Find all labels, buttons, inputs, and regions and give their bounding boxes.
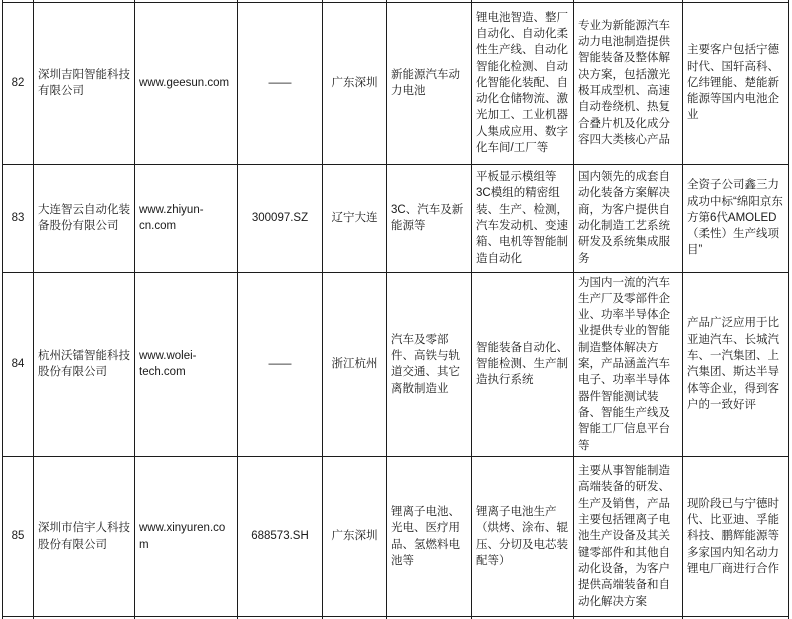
- cell-location: 广东深圳: [323, 457, 387, 617]
- cell-positioning: 为国内一流的汽车生产厂及零部件企业、功率半导体企业提供专业的智能制造整体解决方案，产品涵盖汽车电子、功率半导体器件智能测试装备、智能生产线及智能工厂信息平台等: [574, 272, 683, 457]
- company-table: [2, 0, 789, 619]
- cell-location: 浙江杭州: [323, 272, 387, 457]
- cell-positioning: 国内领先的成套自动化装备方案解决商，为客户提供自动化制造工艺系统研发及系统集成服务: [574, 164, 683, 272]
- cell-stock-code: 688573.SH: [238, 457, 323, 617]
- cell-website: www.zhiyun-cn.com: [135, 164, 238, 272]
- cell-customers: 全资子公司鑫三力成功中标“绵阳京东方第6代AMOLED（柔性）生产线项目”: [683, 164, 789, 272]
- cell-products: 平板显示模组等3C模组的精密组装、生产、检测，汽车发动机、变速箱、电机等智能制造自动化: [472, 164, 574, 272]
- cell-positioning: 主要从事智能制造高端装备的研发、生产及销售，产品主要包括锂离子电池生产设备及其关键零部件和其他自动化设备，为客户提供高端装备和自动化解决方案: [574, 457, 683, 617]
- cell-stock-code: ——: [238, 272, 323, 457]
- cell-stock-code: 300097.SZ: [238, 164, 323, 272]
- cell-website: www.geesun.com: [135, 2, 238, 164]
- cell-website: www.wolei-tech.com: [135, 272, 238, 457]
- cell-industry: 3C、汽车及新能源等: [387, 164, 472, 272]
- cell-location: 广东深圳: [323, 2, 387, 164]
- cell-products: 锂电池智造、整厂自动化、自动化柔性生产线、自动化智能化检测、自动化智能化装配、自动化仓储物流、激光加工、工业机器人集成应用、数字化车间/工厂等: [472, 2, 574, 164]
- cell-customers: 主要客户包括宁德时代、国轩高科、亿纬锂能、楚能新能源等国内电池企业: [683, 2, 789, 164]
- cell-company: 杭州沃镭智能科技股份有限公司: [34, 272, 135, 457]
- table-row: [3, 457, 789, 617]
- cell-products: 锂离子电池生产（烘烤、涂布、辊压、分切及电芯装配等）: [472, 457, 574, 617]
- table-row: [3, 272, 789, 457]
- table-row: [3, 164, 789, 272]
- cell-products: 智能装备自动化、智能检测、生产制造执行系统: [472, 272, 574, 457]
- cell-customers: 产品广泛应用于比亚迪汽车、长城汽车、一汽集团、上汽集团、斯达半导体等企业，得到客户的一致好评: [683, 272, 789, 457]
- cell-company: 深圳吉阳智能科技有限公司: [34, 2, 135, 164]
- cell-company: 深圳市信宇人科技股份有限公司: [34, 457, 135, 617]
- cell-no: 82: [3, 2, 34, 164]
- cell-positioning: 专业为新能源汽车动力电池制造提供智能装备及整体解决方案，包括激光极耳成型机、高速自动卷绕机、热复合叠片机及化成分容四大类核心产品: [574, 2, 683, 164]
- table-row: [3, 2, 789, 164]
- cell-industry: 锂离子电池、光电、医疗用品、氢燃料电池等: [387, 457, 472, 617]
- cell-stock-code: ——: [238, 2, 323, 164]
- cell-location: 辽宁大连: [323, 164, 387, 272]
- cell-no: 85: [3, 457, 34, 617]
- cell-customers: 现阶段已与宁德时代、比亚迪、孚能科技、鹏辉能源等多家国内知名动力锂电厂商进行合作: [683, 457, 789, 617]
- cell-website: www.xinyuren.com: [135, 457, 238, 617]
- cell-company: 大连智云自动化装备股份有限公司: [34, 164, 135, 272]
- cell-industry: 新能源汽车动力电池: [387, 2, 472, 164]
- cell-industry: 汽车及零部件、高铁与轨道交通、其它离散制造业: [387, 272, 472, 457]
- cell-no: 83: [3, 164, 34, 272]
- cell-no: 84: [3, 272, 34, 457]
